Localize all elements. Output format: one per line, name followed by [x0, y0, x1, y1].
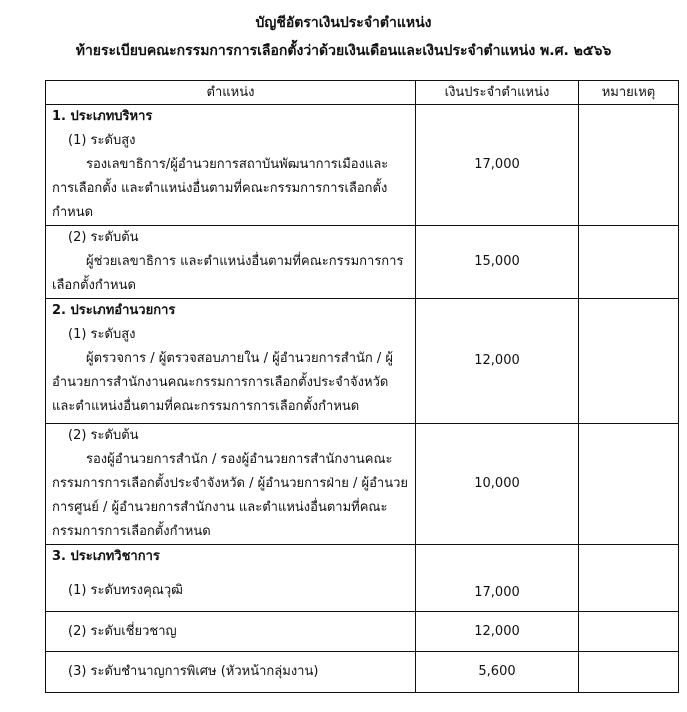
- level-label: (1) ระดับสูง: [68, 133, 136, 148]
- allowance-amount: 5,600: [416, 652, 579, 693]
- table-row: [46, 545, 679, 612]
- level-label: (1) ระดับทรงคุณวุฒิ: [68, 583, 183, 598]
- document-title: บัญชีอัตราเงินประจำตำแหน่ง: [255, 15, 432, 31]
- position-description: รองเลขาธิการ/ผู้อำนวยการสถาบันพัฒนาการเมืองและการเลือกตั้ง และตำแหน่งอื่นตามที่คณะกรรมการการเลือกตั้งกำหนด: [52, 157, 389, 220]
- remark-cell: [579, 652, 679, 693]
- remark-cell: [579, 545, 679, 612]
- table-row: [46, 226, 679, 299]
- table-row: [46, 612, 679, 652]
- level-label: (2) ระดับเชี่ยวชาญ: [68, 623, 177, 639]
- table-row: [46, 105, 679, 226]
- remark-cell: [579, 612, 679, 652]
- allowance-amount: 12,000: [416, 299, 579, 424]
- table-row: [46, 299, 679, 424]
- remark-cell: [579, 105, 679, 226]
- remark-cell: [579, 424, 679, 545]
- table-header: [46, 81, 679, 105]
- position-description: รองผู้อำนวยการสำนัก / รองผู้อำนวยการสำนักงานคณะกรรมการการเลือกตั้งประจำจังหวัด / ผู้อำนวยการฝ่าย / ผู้อำนวยการศูนย์ / ผู้อำนวยการสำนักงาน และตำแหน่งอื่นตามที่คณะกรรมการการเลือกตั้งกำหนด: [52, 452, 409, 539]
- section-title: 2. ประเภทอำนวยการ: [52, 303, 176, 318]
- level-label: (2) ระดับต้น: [68, 230, 139, 245]
- remark-cell: [579, 226, 679, 299]
- header-remark: หมายเหตุ: [579, 81, 679, 105]
- table-row: [46, 652, 679, 693]
- allowance-table: [45, 80, 679, 693]
- level-label: (1) ระดับสูง: [68, 327, 136, 342]
- remark-cell: [579, 299, 679, 424]
- allowance-amount: 17,000: [416, 545, 579, 612]
- section-title: 1. ประเภทบริหาร: [52, 109, 153, 124]
- allowance-amount: 15,000: [416, 226, 579, 299]
- position-description: ผู้ตรวจการ / ผู้ตรวจสอบภายใน / ผู้อำนวยการสำนัก / ผู้อำนวยการสำนักงานคณะกรรมการการเลือกตั้งประจำจังหวัด และตำแหน่งอื่นตามที่คณะกรรมการการเลือกตั้งกำหนด: [52, 351, 394, 414]
- table-row: [46, 424, 679, 545]
- position-description: ผู้ช่วยเลขาธิการ และตำแหน่งอื่นตามที่คณะกรรมการการเลือกตั้งกำหนด: [52, 254, 404, 293]
- level-label: (3) ระดับชำนาญการพิเศษ (หัวหน้ากลุ่มงาน): [68, 664, 319, 679]
- section-title: 3. ประเภทวิชาการ: [52, 549, 160, 564]
- header-allowance: เงินประจำตำแหน่ง: [416, 81, 579, 105]
- document-subtitle: ท้ายระเบียบคณะกรรมการการเลือกตั้งว่าด้วยเงินเดือนและเงินประจำตำแหน่ง พ.ศ. ๒๕๖๖: [75, 43, 612, 59]
- allowance-amount: 12,000: [416, 612, 579, 652]
- level-label: (2) ระดับต้น: [68, 428, 139, 443]
- header-position: ตำแหน่ง: [46, 81, 416, 105]
- allowance-amount: 17,000: [416, 105, 579, 226]
- allowance-amount: 10,000: [416, 424, 579, 545]
